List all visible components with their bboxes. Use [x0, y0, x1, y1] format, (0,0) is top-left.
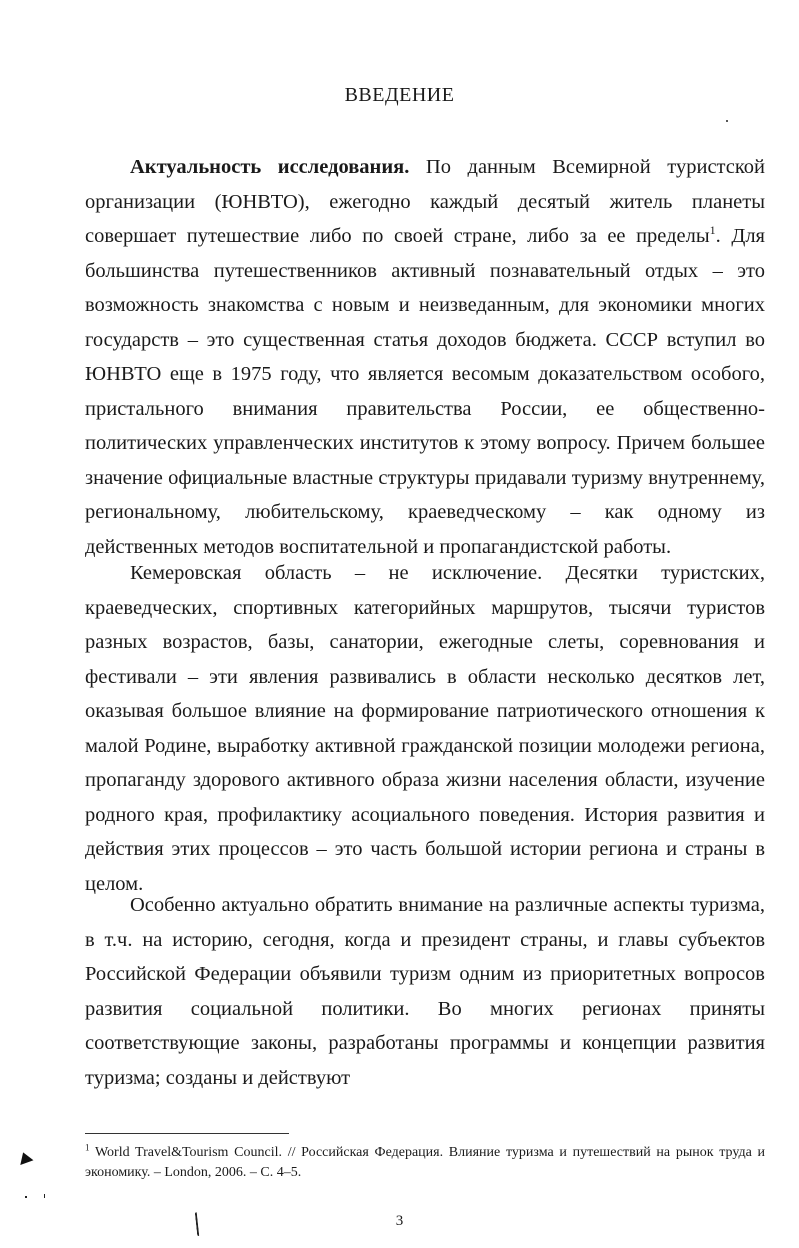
scan-artifact-dot — [44, 1194, 45, 1198]
paragraph-lead: Актуальность исследования. — [130, 156, 410, 178]
page-number: 3 — [395, 1213, 404, 1229]
scan-artifact-dot — [25, 1196, 27, 1198]
footnote — [85, 1143, 765, 1183]
footnote-text: World Travel&Tourism Council. // Российская Федерация. Влияние туризма и путешествий на рынок труда и экономику. – London, 2006. – С. 4–5. — [85, 1145, 765, 1180]
paragraph-actuality: Особенно актуально обратить внимание на различные аспекты туризма, в т.ч. на историю, сегодня, когда и президент страны, и главы субъектов Российской Федерации объявили туризм одним из приоритетных вопросов развития социальной политики. Во многих регионах приняты соответствующие законы, разработаны программы и концепции развития туризма; созданы и действуют — [85, 894, 765, 1089]
paragraph-text-continued: . Для большинства путешественников активный познавательный отдых – это возможность знакомства с новым и неизведанным, для экономики многих государств – это существенная статья доходов бюджета. СССР вступил во ЮНВТО еще в 1975 году, что является весомым доказательством особого, пристального внимания правительства России, ее общественно-политических управленческих институтов к этому вопросу. Причем большее значение официальные властные структуры придавали туризму внутреннему, региональному, любительскому, краеведческому – как одному из действенных методов воспитательной и пропагандистской работы. — [85, 225, 765, 558]
footnote-reference[interactable]: 1 — [709, 223, 716, 238]
paragraph-relevance — [85, 150, 765, 564]
footnote-divider — [85, 1133, 289, 1134]
page-title: ВВЕДЕНИЕ — [344, 84, 455, 106]
scan-artifact-arrow-icon — [17, 1150, 34, 1165]
paragraph-text: По данным Всемирной туристской организации (ЮНВТО), ежегодно каждый десятый житель планеты совершает путешествие либо по своей стране, либо за ее пределы — [85, 156, 765, 247]
paragraph-kemerovo: Кемеровская область – не исключение. Десятки туристских, краеведческих, спортивных категорийных маршрутов, тысячи туристов разных возрастов, базы, санатории, ежегодные слеты, соревнования и фестивали – эти явления развивались в области несколько десятков лет, оказывая большое влияние на формирование патриотического отношения к малой Родине, выработку активной гражданской позиции молодежи региона, пропаганду здорового активного образа жизни населения области, изучение родного края, профилактику асоциального поведения. История развития и действия этих процессов – это часть большой истории региона и страны в целом. — [85, 562, 765, 895]
footnote-marker: 1 — [85, 1142, 90, 1153]
scan-artifact-dot — [726, 120, 728, 122]
